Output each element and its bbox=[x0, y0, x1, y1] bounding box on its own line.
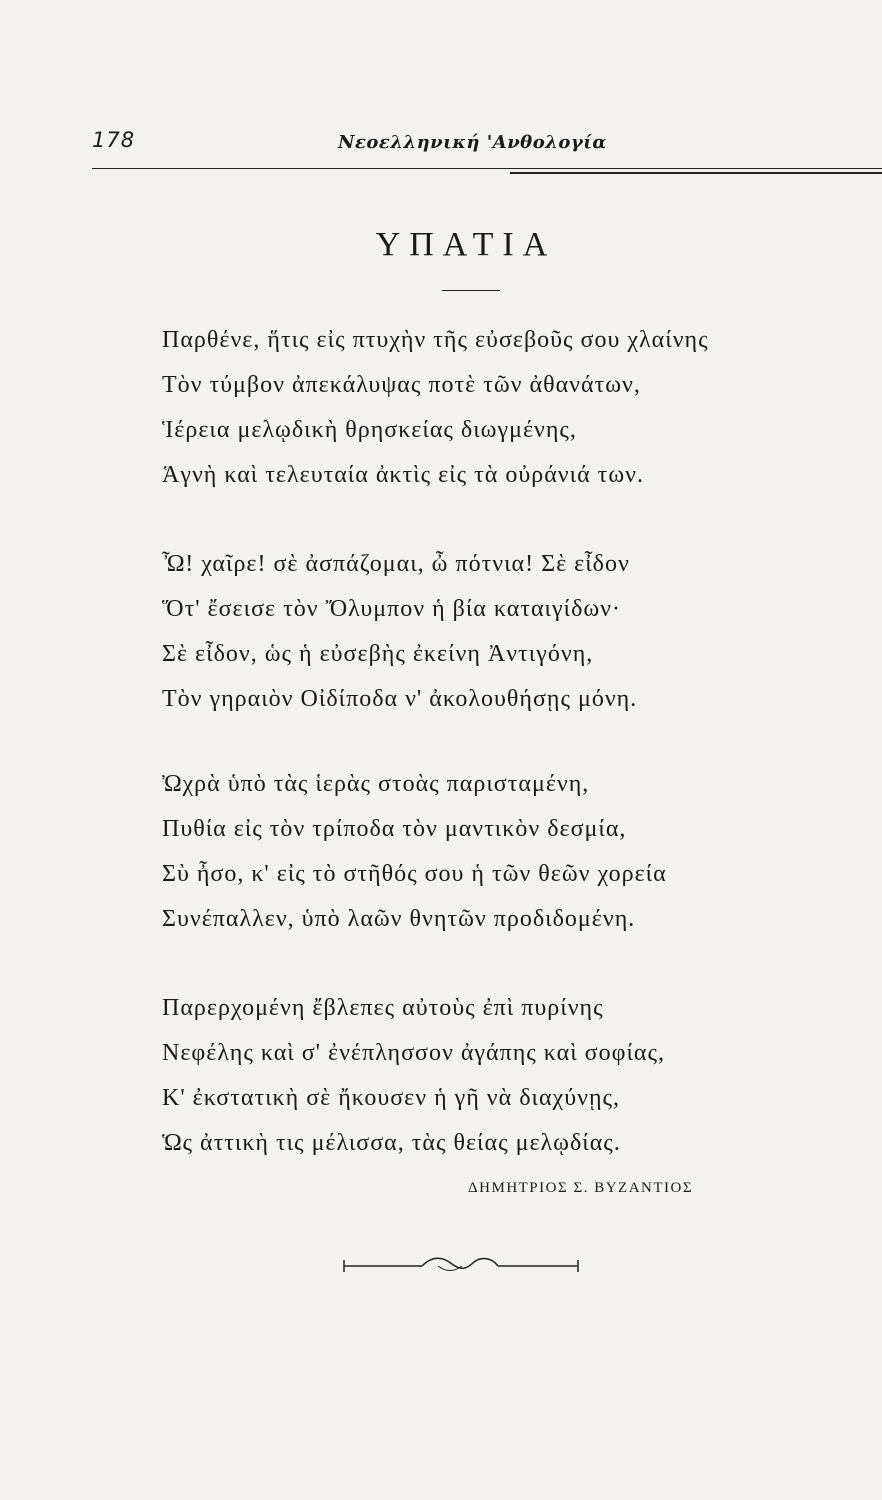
poem-line: Συνέπαλλεν, ὑπὸ λαῶν θνητῶν προδιδομένη. bbox=[162, 906, 636, 932]
poem-line: Παρερχομένη ἔβλεπες αὐτοὺς ἐπὶ πυρίνης bbox=[162, 995, 604, 1021]
running-title: Νεοελληνική 'Ανθολογία bbox=[338, 132, 607, 153]
poem-line: Ὅτ' ἔσεισε τὸν Ὄλυμπον ἡ βία καταιγίδων· bbox=[162, 596, 622, 622]
end-ornament bbox=[342, 1248, 582, 1278]
stanza bbox=[162, 542, 812, 722]
poem-line: Σὲ εἶδον, ὡς ἡ εὐσεβὴς ἐκείνη Ἀντιγόνη, bbox=[162, 641, 594, 667]
header-rule bbox=[92, 168, 882, 169]
poem-line: Ἱέρεια μελῳδικὴ θρησκείας διωγμένης, bbox=[162, 417, 577, 443]
poem-line: Νεφέλης καὶ σ' ἐνέπλησσον ἀγάπης καὶ σοφίας, bbox=[162, 1040, 665, 1066]
title-divider bbox=[442, 290, 500, 291]
poem-line: Κ' ἐκστατικὴ σὲ ἤκουσεν ἡ γῆ νὰ διαχύνῃς, bbox=[162, 1085, 620, 1111]
poem-line: Τὸν γηραιὸν Οἰδίποδα ν' ἀκολουθήσῃς μόνη. bbox=[162, 686, 638, 712]
poem-line: Τὸν τύμβον ἀπεκάλυψας ποτὲ τῶν ἀθανάτων, bbox=[162, 372, 641, 398]
header-rule-thick bbox=[510, 172, 882, 174]
poem-line: Ἁγνὴ καὶ τελευταία ἀκτὶς εἰς τὰ οὐράνιά των. bbox=[162, 462, 644, 488]
poem-line: Πυθία εἰς τὸν τρίποδα τὸν μαντικὸν δεσμία, bbox=[162, 816, 627, 842]
poem-line: Σὺ ἦσο, κ' εἰς τὸ στῆθός σου ἡ τῶν θεῶν χορεία bbox=[162, 861, 667, 887]
stanza bbox=[162, 318, 812, 498]
poem-line: Ὡς ἀττικὴ τις μέλισσα, τὰς θείας μελῳδίας. bbox=[162, 1130, 621, 1156]
stanza bbox=[162, 762, 812, 942]
author-signature: ΔΗΜΗΤΡΙΟΣ Σ. ΒΥΖΑΝΤΙΟΣ bbox=[468, 1180, 694, 1196]
stanza bbox=[162, 986, 812, 1166]
poem-line: Παρθένε, ἥτις εἰς πτυχὴν τῆς εὐσεβοῦς σου χλαίνης bbox=[162, 327, 709, 353]
poem-line: Ὦ! χαῖρε! σὲ ἀσπάζομαι, ὦ πότνια! Σὲ εἶδον bbox=[162, 551, 630, 577]
poem-line: Ὠχρὰ ὑπὸ τὰς ἱερὰς στοὰς παρισταμένη, bbox=[162, 771, 590, 797]
page-header bbox=[92, 128, 882, 168]
poem-title: ΥΠΑΤΙΑ bbox=[375, 226, 557, 263]
page-number: 178 bbox=[92, 128, 136, 152]
